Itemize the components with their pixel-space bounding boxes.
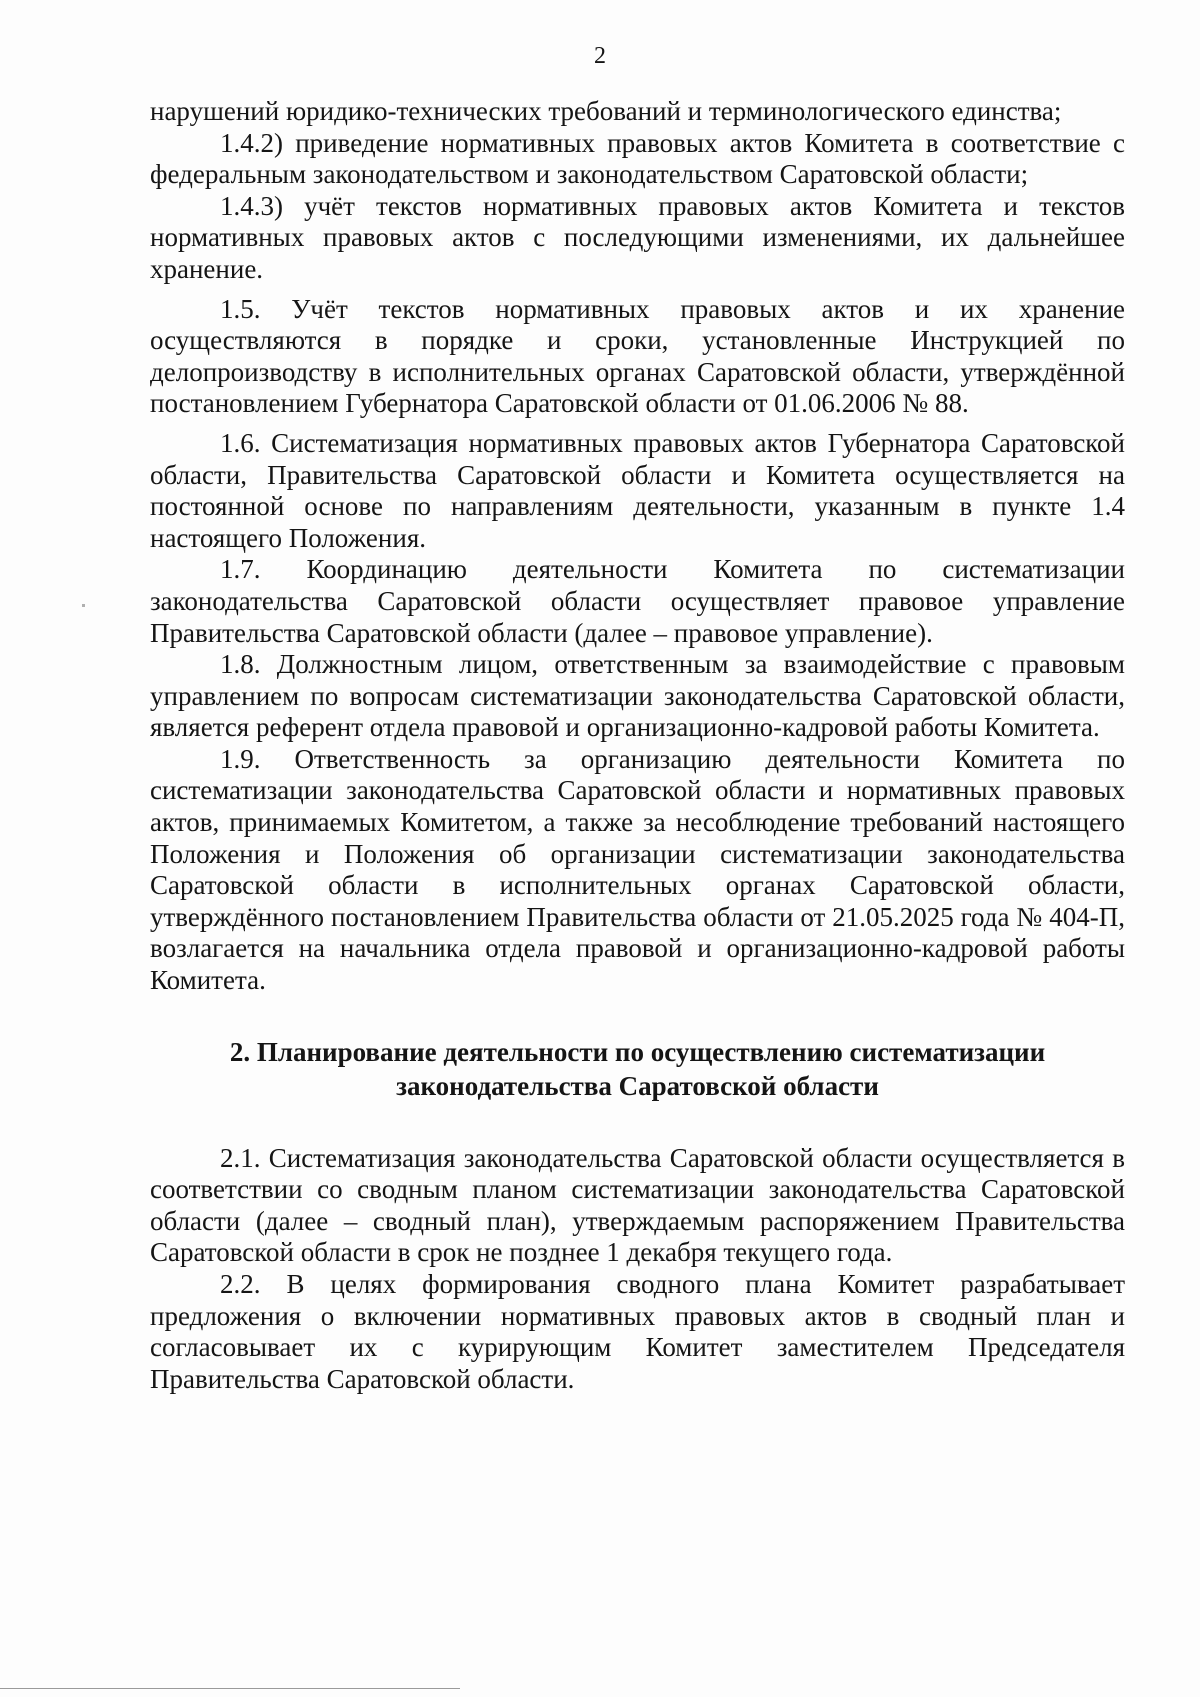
- page-number: 2: [594, 43, 606, 69]
- paragraph-1-5: 1.5. Учёт текстов нормативных правовых актов и их хранение осуществляются в порядке и сроки, установленные Инструкцией по делопроизводству в исполнительных органах Саратовской области, утверждённой постановлением Губернатора Саратовской области от 01.06.2006 № 88.: [150, 293, 1125, 419]
- paragraph-1-7: 1.7. Координацию деятельности Комитета по систематизации законодательства Саратовской области осуществляет правовое управление Правительства Саратовской области (далее – правовое управление).: [150, 554, 1125, 648]
- document-body: [150, 96, 1125, 1395]
- paragraph-1-4-2: 1.4.2) приведение нормативных правовых актов Комитета в соответствие с федеральным законодательством и законодательством Саратовской области;: [150, 127, 1125, 190]
- paragraph-1-8: 1.8. Должностным лицом, ответственным за взаимодействие с правовым управлением по вопросам систематизации законодательства Саратовской области, является референт отдела правовой и организационно-кадровой работы Комитета.: [150, 649, 1125, 743]
- paragraph-1-6: 1.6. Систематизация нормативных правовых актов Губернатора Саратовской области, Правительства Саратовской области и Комитета осуществляется на постоянной основе по направлениям деятельности, указанным в пункте 1.4 настоящего Положения.: [150, 427, 1125, 553]
- paragraph-1-9: 1.9. Ответственность за организацию деятельности Комитета по систематизации законодательства Саратовской области и нормативных правовых актов, принимаемых Комитетом, а также за несоблюдение требований настоящего Положения и Положения об организации систематизации законодательства Саратовской области в исполнительных органах Саратовской области, утверждённого постановлением Правительства области от 21.05.2025 года № 404-П, возлагается на начальника отдела правовой и организационно-кадровой работы Комитета.: [150, 743, 1125, 996]
- paragraph-2-2: 2.2. В целях формирования сводного плана Комитет разрабатывает предложения о включении нормативных правовых актов в сводный план и согласовывает их с курирующим Комитет заместителем Председателя Правительства Саратовской области.: [150, 1269, 1125, 1394]
- section-heading: 2. Планирование деятельности по осуществлению систематизации законодательства Саратовской области: [229, 1036, 1046, 1101]
- paragraph-1-4-3: 1.4.3) учёт текстов нормативных правовых актов Комитета и текстов нормативных правовых актов с последующими изменениями, их дальнейшее хранение.: [150, 190, 1125, 284]
- paragraph-continuation: нарушений юридико-технических требований и терминологического единства;: [150, 96, 1062, 126]
- scan-edge-line: [0, 1688, 460, 1689]
- paragraph-2-1: 2.1. Систематизация законодательства Саратовской области осуществляется в соответствии со сводным планом систематизации законодательства Саратовской области (далее – сводный план), утверждаемым распоряжением Правительства Саратовской области в срок не позднее 1 декабря текущего года.: [150, 1142, 1125, 1268]
- scan-speck: [82, 604, 85, 607]
